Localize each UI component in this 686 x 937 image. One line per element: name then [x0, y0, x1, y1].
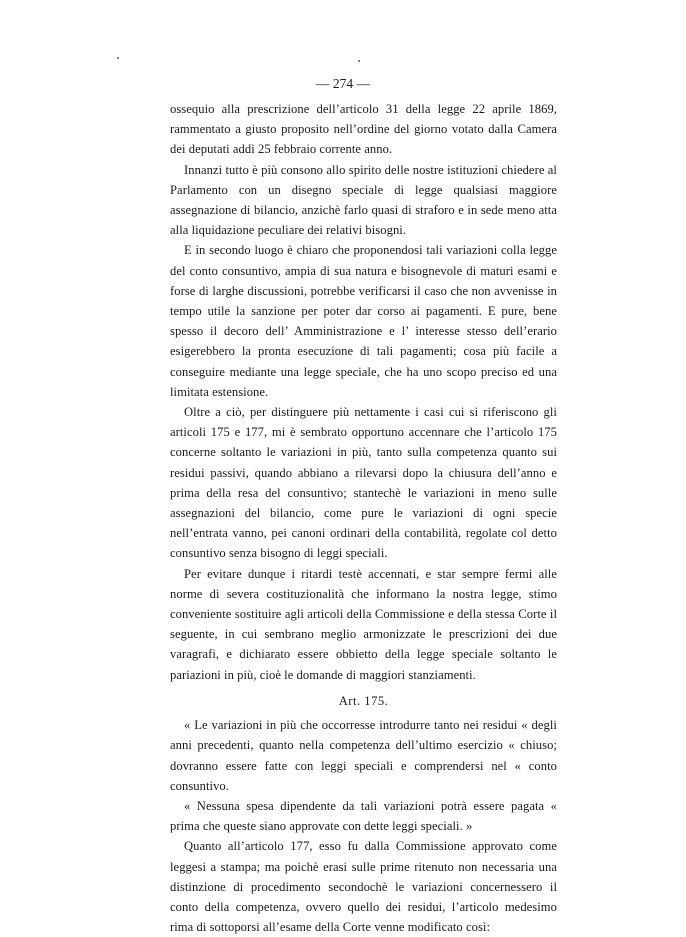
body-text	[170, 99, 557, 937]
speck-mark	[358, 60, 360, 62]
paragraph-continuation: ossequio alla prescrizione dell’articolo 31 della legge 22 aprile 1869, rammentato a giusto proposito nell’ordine del giorno votato dalla Camera dei deputati addì 25 febbraio corrente anno.	[170, 102, 557, 157]
paragraph: E in secondo luogo è chiaro che proponendosi tali variazioni colla legge del conto consuntivo, ampia di sua natura e bisognevole di maturi esami e forse di larghe discussioni, potrebbe verificarsi il caso che non avvenisse in tempo utile la sanzione per poter dar corso ai pagamenti. E pure, bene spesso il decoro dell’ Amministrazione e l’ interesse stesso dell’erario esigerebbero la pronta esecuzione di tali pagamenti; cosa più facile a conseguire mediante una legge speciale, che ha uno scopo preciso ed una limitata estensione.	[170, 243, 557, 399]
paragraph: Quanto all’articolo 177, esso fu dalla Commissione approvato come leggesi a stampa; ma poichè erasi sulle prime ritenuto non necessaria una distinzione di procedimento secondochè le variazioni concernessero il conto della competenza, ovvero quello dei residui, l’articolo medesimo rima di sottoporsi all’esame della Corte venne modificato così:	[170, 839, 557, 935]
speck-mark	[117, 57, 119, 59]
quoted-article-text: « Nessuna spesa dipendente da tali variazioni potrà essere pagata « prima che queste siano approvate con dette leggi speciali. »	[170, 798, 557, 834]
quoted-article-text: « Le variazioni in più che occorresse introdurre tanto nei residui « degli anni precedenti, quanto nella competenza dell’ultimo esercizio « chiuso; dovranno essere fatte con leggi speciali e comprendersi nel « conto consuntivo.	[170, 718, 557, 793]
paragraph: Per evitare dunque i ritardi testè accennati, e star sempre fermi alle norme di severa costituzionalità che informano la nostra legge, stimo conveniente sostituire agli articoli della Commissione e della stessa Corte il seguente, in cui sembrano meglio armonizzate le prescrizioni dei due varagrafi, e dichiarato essere obbietto della legge speciale soltanto le pariazioni in più, cioè le domande di maggiori stanziamenti.	[170, 566, 557, 682]
page-number: — 274 —	[316, 76, 370, 91]
article-heading: Art. 175.	[338, 693, 389, 708]
paragraph: Innanzi tutto è più consono allo spirito delle nostre istituzioni chiedere al Parlamento con un disegno speciale di legge qualsiasi maggiore assegnazione di bilancio, anzichè farlo quasi di straforo e in sede meno atta alla liquidazione peculiare dei relativi bisogni.	[170, 162, 557, 238]
paragraph: Oltre a ciò, per distinguere più nettamente i casi cui si riferiscono gli articoli 175 e 177, mi è sembrato opportuno accennare che l’articolo 175 concerne soltanto le variazioni in più, tanto sulla competenza quanto sui residui passivi, quando abbiano a rilevarsi dopo la chiusura dell’anno e prima della resa del consuntivo; stantechè le variazioni in meno sulle assegnazioni del bilancio, come pure le variazioni di ogni specie nell’entrata vanno, pei canoni ordinari della contabilità, regolate col detto consuntivo senza bisogno di leggi speciali.	[170, 405, 557, 561]
